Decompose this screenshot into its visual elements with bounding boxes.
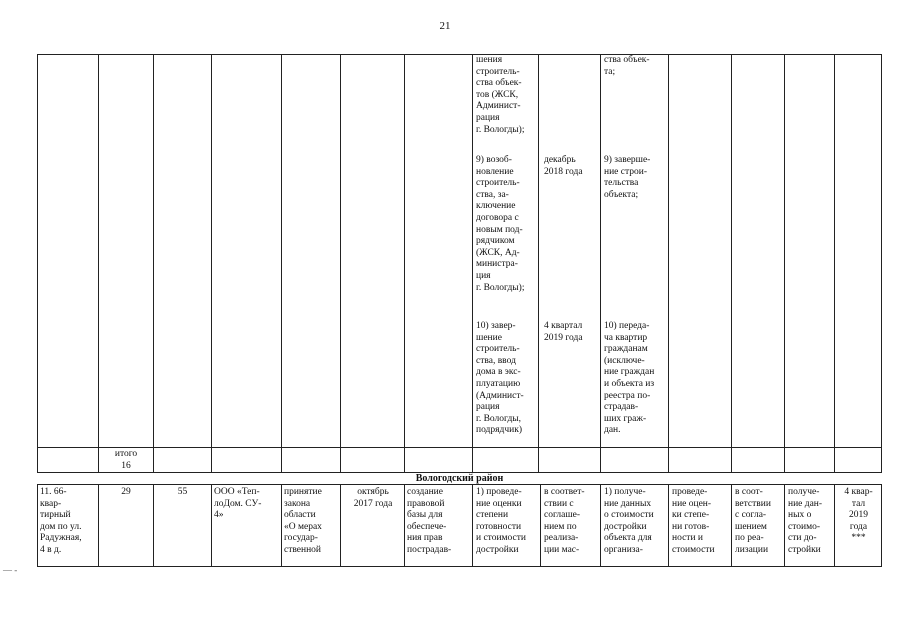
column-border	[540, 484, 541, 567]
count-cell: 55	[177, 487, 188, 497]
column-border	[668, 54, 669, 473]
deadline-cell: декабрь 2018 года	[544, 155, 583, 177]
result-cell: 10) переда- ча квартир гражданам (исключе- ние граждан и объекта из реестра по- страдав- ших граж- дан.	[604, 321, 655, 436]
measure-cell: принятие закона области «О мерах государ- ственной	[284, 487, 322, 555]
column-border	[784, 54, 785, 473]
result-cell: получе- ние дан- ных о стоимо- сти до- стройки	[788, 487, 823, 555]
measures-cell: 9) возоб- новление строитель- ства, за- ключение договора с новым под- рядчиком (ЖСК, Ад- министра- ция г. Вологды);	[476, 155, 525, 293]
page-number: 21	[439, 20, 451, 32]
column-border	[784, 484, 785, 567]
developer-cell: ООО «Теп- лоДом. СУ- 4»	[214, 487, 262, 521]
column-border	[340, 54, 341, 473]
column-border	[153, 484, 154, 567]
column-border	[404, 54, 405, 473]
result-cell: 9) заверше- ние строи- тельства объекта;	[604, 155, 651, 200]
column-border	[472, 484, 473, 567]
column-border	[881, 54, 882, 473]
margin-marks: — -	[3, 565, 18, 575]
column-border	[281, 54, 282, 473]
deadline-cell: в соот- ветствии с согла- шением по реа- лизации	[735, 487, 771, 555]
result-cell: создание правовой базы для обеспече- ния прав пострадав-	[407, 487, 452, 555]
column-border	[834, 54, 835, 473]
itogo-label: итого 16	[114, 449, 138, 471]
row-divider	[37, 447, 882, 448]
column-border	[600, 54, 601, 473]
column-border	[472, 54, 473, 473]
table-bottom-border	[37, 566, 882, 567]
result-cell: ства объек- та;	[604, 55, 650, 77]
deadline-cell: 4 квар- тал 2019 года ***	[844, 487, 873, 544]
column-border	[98, 484, 99, 567]
row-divider	[37, 484, 882, 485]
deadline-cell: октябрь 2017 года	[353, 487, 393, 509]
measures-cell: шения строитель- ства объек- тов (ЖСК, Админист- рация г. Вологды);	[476, 55, 525, 135]
measures-cell: 10) завер- шение строитель- ства, ввод дома в экс- плуатацию (Админист- рация г. Вологды, подрядчик)	[476, 321, 524, 436]
column-border	[211, 484, 212, 567]
section-title: Вологодский район	[415, 473, 504, 484]
column-border	[731, 484, 732, 567]
column-border	[731, 54, 732, 473]
column-border	[600, 484, 601, 567]
column-border	[98, 54, 99, 473]
count-cell: 29	[121, 487, 131, 497]
column-border	[37, 484, 38, 567]
object-name-cell: 11. 66- квар- тирный дом по ул. Радужная, 4 в д.	[40, 487, 82, 555]
column-border	[37, 54, 38, 473]
column-border	[281, 484, 282, 567]
table-top-border	[37, 54, 882, 55]
column-border	[538, 54, 539, 473]
column-border	[834, 484, 835, 567]
column-border	[881, 484, 882, 567]
measures-cell: 1) проведе- ние оценки степени готовности и стоимости достройки	[476, 487, 526, 555]
column-border	[404, 484, 405, 567]
column-border	[153, 54, 154, 473]
column-border	[340, 484, 341, 567]
column-border	[668, 484, 669, 567]
measures-cell: проведе- ние оцен- ки степе- ни готов- ности и стоимости	[672, 487, 715, 555]
result-cell: 1) получе- ние данных о стоимости достройки объекта для организа-	[604, 487, 654, 555]
deadline-cell: 4 квартал 2019 года	[544, 321, 583, 343]
deadline-cell: в соответ- ствии с соглаше- нием по реализа- ции мас-	[544, 487, 585, 555]
column-border	[211, 54, 212, 473]
